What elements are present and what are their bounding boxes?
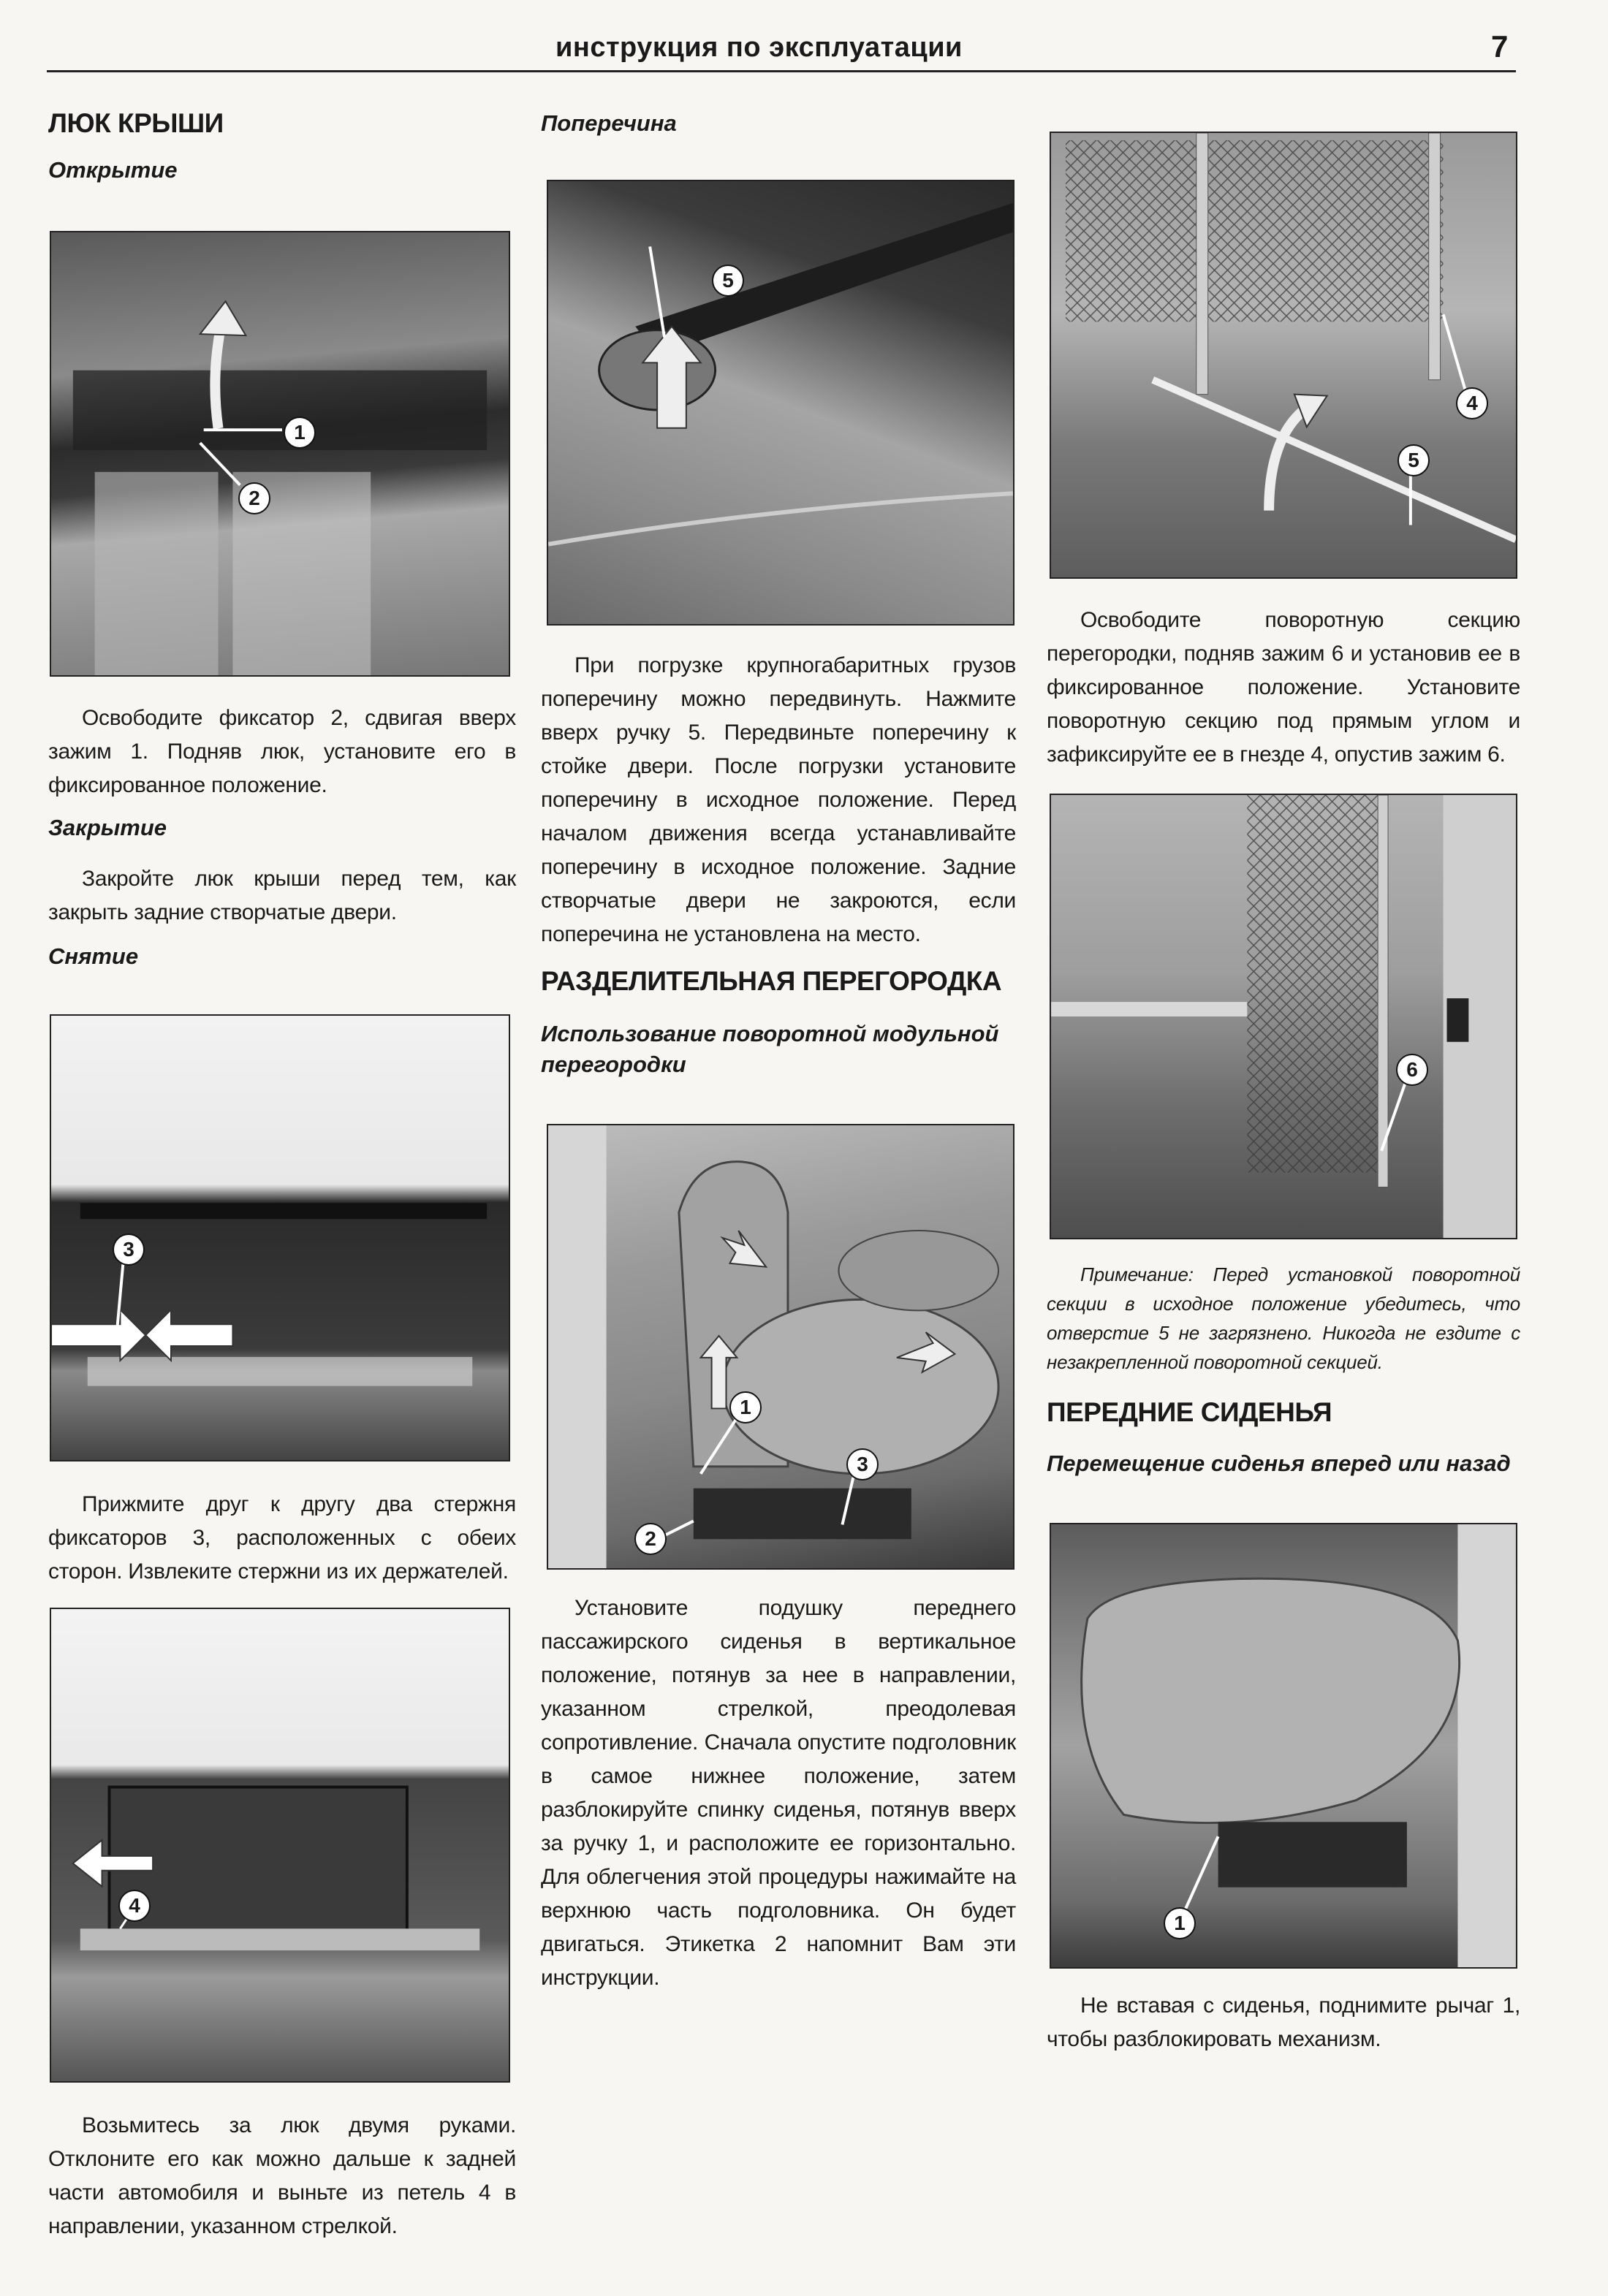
text-partition: Установите подушку переднего пассажирского сиденья в вертикальное положение, потянув за нее в направлении, указанном стрелкой, преодолевая сопротивление. Сначала опустите подголовник в самое нижнее положение, затем разблокируйте спинку сиденья, потянув вверх за ручку 1, и расположите ее горизонтально. Для облегчения этой процедуры нажимайте на верхнюю часть подголовника. Он будет двигаться. Этикетка 2 напомнит Вам эти инструкции. bbox=[541, 1596, 1016, 1990]
callout-1: 1 bbox=[1164, 1907, 1196, 1939]
photo-hatch-removal-rods bbox=[50, 1014, 510, 1461]
callout-4: 4 bbox=[1456, 387, 1488, 419]
page-number: 7 bbox=[1491, 29, 1509, 64]
callout-5: 5 bbox=[712, 265, 744, 297]
passenger-seat-illustration bbox=[548, 1125, 1013, 1568]
front-seat-illustration bbox=[1051, 1524, 1516, 1967]
callout-1: 1 bbox=[729, 1391, 762, 1423]
callout-3: 3 bbox=[846, 1448, 879, 1480]
text-removal-lift: Возьмитесь за люк двумя руками. Отклоните его как можно дальше к задней части автомобиля и выньте из петель 4 в направлении, указанном стрелкой. bbox=[48, 2113, 516, 2238]
running-header: инструкция по эксплуатации bbox=[555, 32, 963, 63]
text-partition-swivel: Освободите поворотную секцию перегородки, подняв зажим 6 и установив ее в фиксированное положение. Установите поворотную секцию под прямым углом и зафиксируйте ее в гнезде 4, опустив зажим 6. bbox=[1047, 608, 1520, 767]
photo-roof-hatch-opening bbox=[50, 231, 510, 677]
subtitle-front-seats: Перемещение сиденья вперед или назад bbox=[1047, 1451, 1511, 1476]
text-crossbar: При погрузке крупногабаритных грузов поперечину можно передвинуть. Нажмите вверх ручку 5. Передвиньте поперечину к стойке двери. После погрузки установите поперечину в исходное положение. Перед началом движения всегда устанавливайте поперечину в исходное положение. Задние створчатые двери не закроются, если поперечина не установлена на место. bbox=[541, 653, 1016, 946]
callout-3: 3 bbox=[113, 1233, 145, 1266]
roof-hatch-opening-illustration bbox=[51, 232, 509, 675]
section-title-front-seats: ПЕРЕДНИЕ СИДЕНЬЯ bbox=[1047, 1397, 1332, 1427]
callout-4: 4 bbox=[118, 1890, 151, 1922]
photo-crossbar bbox=[547, 180, 1015, 626]
subtitle-removal: Снятие bbox=[48, 943, 139, 969]
text-removal-rods: Прижмите друг к другу два стержня фиксаторов 3, расположенных с обеих сторон. Извлеките стержни из их держателей. bbox=[48, 1492, 516, 1584]
photo-front-seat-lever bbox=[1050, 1523, 1517, 1969]
photo-hatch-removal-lift bbox=[50, 1608, 510, 2083]
section-title-partition: РАЗДЕЛИТЕЛЬНАЯ ПЕРЕГОРОДКА bbox=[541, 966, 1002, 996]
subtitle-partition: Использование поворотной модульной перегородки bbox=[541, 1021, 999, 1077]
callout-2: 2 bbox=[238, 482, 270, 514]
partition-clip-illustration bbox=[1051, 795, 1516, 1238]
text-front-seats: Не вставая с сиденья, поднимите рычаг 1, чтобы разблокировать механизм. bbox=[1047, 1993, 1520, 2051]
photo-partition-mesh bbox=[1050, 132, 1517, 579]
subtitle-opening: Открытие bbox=[48, 157, 178, 183]
callout-2: 2 bbox=[634, 1523, 667, 1555]
partition-mesh-illustration bbox=[1051, 133, 1516, 577]
text-opening: Освободите фиксатор 2, сдвигая вверх зажим 1. Подняв люк, установите его в фиксированное положение. bbox=[48, 706, 516, 797]
callout-5: 5 bbox=[1397, 444, 1430, 476]
text-closing: Закройте люк крыши перед тем, как закрыть задние створчатые двери. bbox=[48, 867, 516, 924]
header-rule bbox=[47, 70, 1516, 72]
subtitle-crossbar: Поперечина bbox=[541, 110, 677, 136]
subtitle-closing: Закрытие bbox=[48, 815, 167, 840]
note-partition: Примечание: Перед установкой поворотной секции в исходное положение убедитесь, что отверстие 5 не загрязнено. Никогда не ездите с незакрепленной поворотной секцией. bbox=[1047, 1263, 1520, 1373]
section-title-roof-hatch bbox=[48, 108, 516, 139]
hatch-removal-lift-illustration bbox=[51, 1609, 509, 2081]
photo-passenger-seat bbox=[547, 1124, 1015, 1570]
crossbar-illustration bbox=[548, 181, 1013, 624]
callout-1: 1 bbox=[284, 417, 316, 449]
callout-6: 6 bbox=[1396, 1054, 1428, 1086]
section-title: ЛЮК КРЫШИ bbox=[48, 108, 224, 138]
photo-partition-clip bbox=[1050, 794, 1517, 1239]
